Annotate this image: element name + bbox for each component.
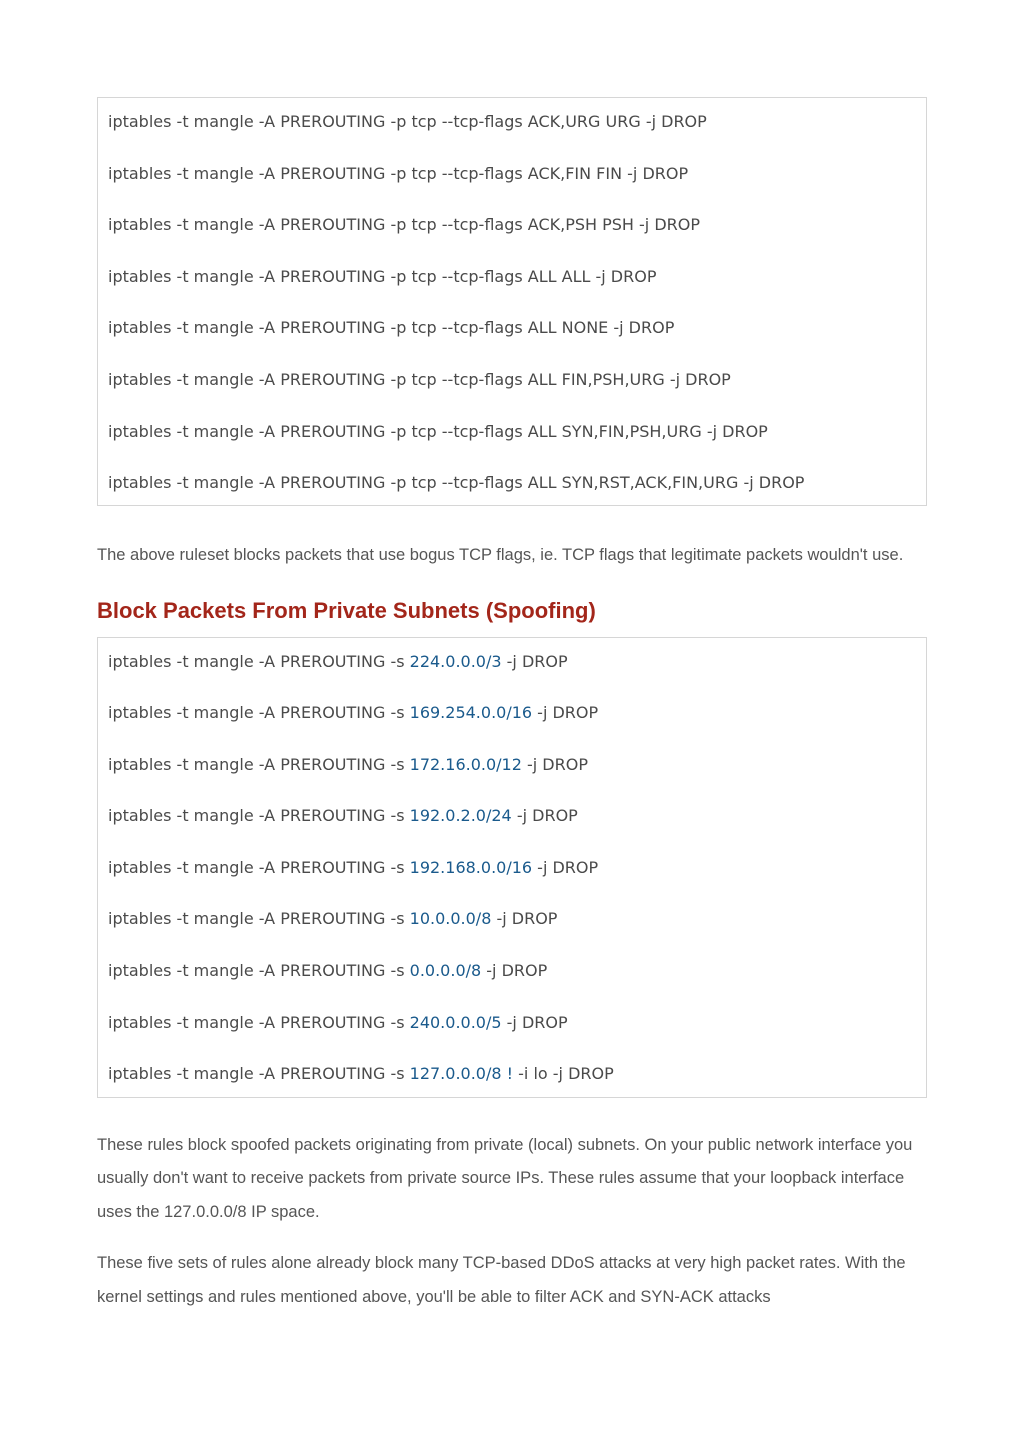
code-line: iptables -t mangle -A PREROUTING -p tcp --tcp-flags ALL FIN,PSH,URG -j DROP [108,369,731,389]
code-line: iptables -t mangle -A PREROUTING -s 127.0.0.0/8 ! -i lo -j DROP [108,1064,614,1084]
flags-explanation-paragraph: The above ruleset blocks packets that use bogus TCP flags, ie. TCP flags that legitimate packets wouldn't use. [97,546,904,564]
spoofing-explanation-paragraph: These rules block spoofed packets originating from private (local) subnets. On your public network interface you usually don't want to receive packets from private source IPs. These rules assume that your loopback interface uses the 127.0.0.0/8 IP space. [97,1135,913,1221]
code-line: iptables -t mangle -A PREROUTING -s 192.0.2.0/24 -j DROP [108,806,578,826]
document-page [97,97,927,1314]
code-line: iptables -t mangle -A PREROUTING -p tcp --tcp-flags ALL SYN,RST,ACK,FIN,URG -j DROP [108,473,805,493]
section-heading: Block Packets From Private Subnets (Spoofing) [97,597,596,623]
closing-paragraph: These five sets of rules alone already block many TCP-based DDoS attacks at very high packet rates. With the kernel settings and rules mentioned above, you'll be able to filter ACK and SYN-ACK attacks [97,1254,906,1306]
ip-range: 172.16.0.0/12 [409,754,522,774]
code-line: iptables -t mangle -A PREROUTING -p tcp --tcp-flags ACK,PSH PSH -j DROP [108,215,701,235]
ip-range: 192.168.0.0/16 [409,857,533,877]
ip-range: 10.0.0.0/8 [409,909,492,929]
code-line: iptables -t mangle -A PREROUTING -p tcp --tcp-flags ALL SYN,FIN,PSH,URG -j DROP [108,421,768,441]
code-line: iptables -t mangle -A PREROUTING -p tcp --tcp-flags ALL ALL -j DROP [108,266,657,286]
code-line: iptables -t mangle -A PREROUTING -s 10.0.0.0/8 -j DROP [108,909,558,929]
ip-range: 127.0.0.0/8 [409,1064,502,1084]
code-line: iptables -t mangle -A PREROUTING -s 172.16.0.0/12 -j DROP [108,754,588,774]
ip-range: 169.254.0.0/16 [409,703,533,723]
code-line: iptables -t mangle -A PREROUTING -p tcp --tcp-flags ALL NONE -j DROP [108,318,675,338]
ip-range: 240.0.0.0/5 [409,1012,502,1032]
code-line: iptables -t mangle -A PREROUTING -s 0.0.0.0/8 -j DROP [108,961,548,981]
code-line: iptables -t mangle -A PREROUTING -s 192.168.0.0/16 -j DROP [108,857,599,877]
code-line: iptables -t mangle -A PREROUTING -s 240.0.0.0/5 -j DROP [108,1012,568,1032]
ip-range: 224.0.0.0/3 [409,651,502,671]
tcp-flags-code-block [97,97,927,506]
code-line: iptables -t mangle -A PREROUTING -s 169.254.0.0/16 -j DROP [108,703,599,723]
code-line: iptables -t mangle -A PREROUTING -p tcp --tcp-flags ACK,FIN FIN -j DROP [108,163,689,183]
code-line: iptables -t mangle -A PREROUTING -p tcp --tcp-flags ACK,URG URG -j DROP [108,112,707,131]
code-line: iptables -t mangle -A PREROUTING -s 224.0.0.0/3 -j DROP [108,651,568,671]
negation-operator: ! [501,1064,514,1084]
ip-range: 0.0.0.0/8 [409,961,482,981]
spoofing-code-block [97,637,927,1098]
ip-range: 192.0.2.0/24 [409,806,512,826]
